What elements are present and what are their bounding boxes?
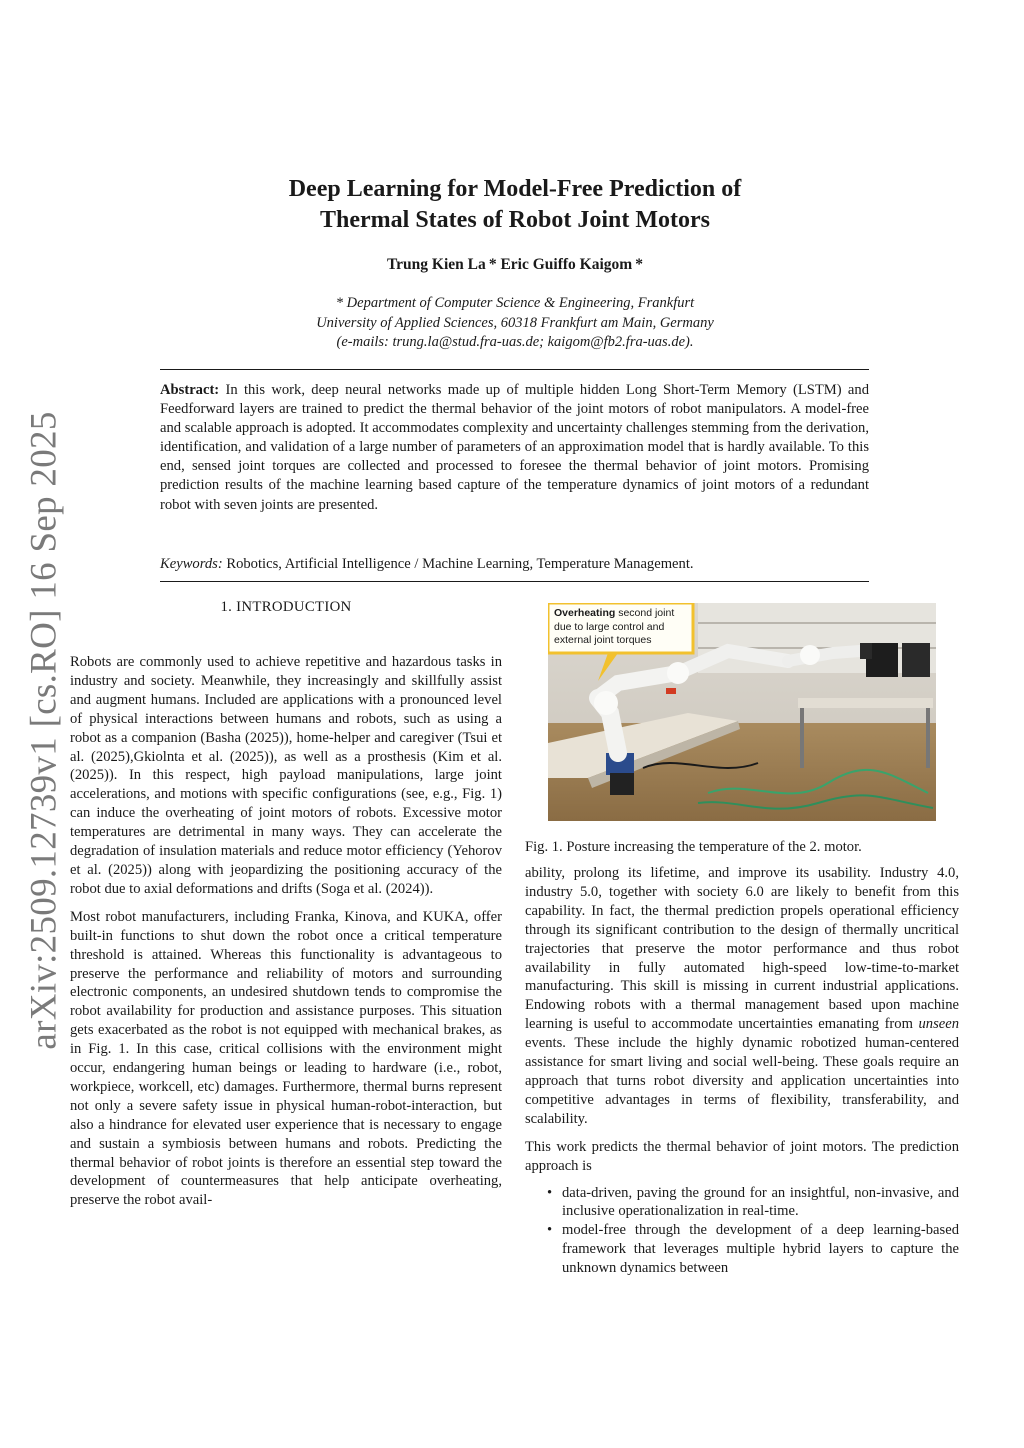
- affiliation-line-2: University of Applied Sciences, 60318 Frankfurt am Main, Germany: [316, 314, 714, 331]
- bullet-icon: •: [547, 1184, 553, 1201]
- affiliation-line-3: (e-mails: trung.la@stud.fra-uas.de; kaigom@fb2.fra-uas.de).: [336, 334, 694, 350]
- figure-annotation-text: [554, 607, 690, 648]
- bottom-rule: [160, 581, 869, 582]
- intro-paragraph-2: Most robot manufacturers, including Franka, Kinova, and KUKA, offer built-in functions to shut down the robot once a critical temperature threshold is attained. Whereas this functionality is advantageous to preserve the performance and reliability of motors and surrounding electronic components, an undesired shutdown tends to compromise the robot availability for production and assistance purposes. This situation gets exacerbated as the robot is not equipped with mechanical brakes, as in Fig. 1. In this case, critical collisions with the environment might occur, endangering human beings or leading to hardware (i.e., robot, workpiece, workcell, etc) damages. Furthermore, thermal burns represent not only a severe safety issue in physical human-robot-interaction, but also a hindrance for elevated user experience that is necessary to engage and sustain a symbiosis between humans and robots. Predicting the thermal behavior of robot joints is therefore an essential step toward the development of countermeasures that help anticipate overheating, preserve the robot avail-: [70, 908, 502, 1209]
- intro-paragraph-1: Robots are commonly used to achieve repetitive and hazardous tasks in industry and society. Meanwhile, they increasingly and skillfully assist and augment humans. Included are applications with a pronounced level of physical interactions between humans and robots, such as using a robot as a companion (Basha (2025)), home-helper and caregiver (Tsui et al. (2025),Gkiolnta et al. (2025)), as well as a prosthesis (Kim et al. (2025)). In this respect, high payload manipulations, large joint accelerations, and motions with specific configurations (see, e.g., Fig. 1) can induce the overheating of joint motors of robots. Excessive motor temperatures are detrimental in many ways. They can accelerate the degradation of insulation materials and reduce motor efficiency (Yehorov et al. (2025)) along with jeopardizing the positioning accuracy of the robot due to axial deformations and drifts (Soga et al. (2024)).: [70, 654, 502, 897]
- affiliation: [160, 294, 870, 353]
- figure-annotation-rest: second joint due to large control and external joint torques: [554, 607, 675, 646]
- title-line-1: Deep Learning for Model-Free Prediction of: [288, 176, 742, 202]
- keywords-label: Keywords:: [160, 556, 223, 572]
- abstract: [160, 381, 869, 515]
- abstract-label: Abstract:: [160, 382, 220, 398]
- list-item: [525, 1221, 959, 1278]
- approach-list: [525, 1184, 959, 1279]
- right-paragraph-1: [525, 864, 959, 1129]
- right-column: [525, 864, 959, 1278]
- arxiv-identifier: [22, 410, 66, 1050]
- keywords-text: Robotics, Artificial Intelligence / Machine Learning, Temperature Management.: [226, 556, 694, 572]
- keywords: [160, 555, 869, 574]
- abstract-text: In this work, deep neural networks made up of multiple hidden Long Short-Term Memory (LSTM) and Feedforward layers are trained to predict the thermal behavior of the joint motors of robot manipulators. A model-free and scalable approach is adopted. It accommodates complexity and uncertainty challenges stemming from the derivation, identification, and validation of a large number of parameters of an approximation model that is hardly available. To this end, sensed joint torques are collected and processed to foresee the thermal behavior of joint motors. Promising prediction results of the machine learning based capture of the temperature dynamics of joint motors of a redundant robot with seven joints are presented.: [160, 382, 869, 513]
- list-item-text: data-driven, paving the ground for an insightful, non-invasive, and inclusive operationalization in real-time.: [562, 1184, 959, 1220]
- right-paragraph-2: This work predicts the thermal behavior of joint motors. The prediction approach is: [525, 1138, 959, 1174]
- author-list: Trung Kien La * Eric Guiffo Kaigom *: [386, 256, 644, 273]
- section-heading-introduction: 1. INTRODUCTION: [220, 599, 352, 615]
- right-paragraph-1-text-a: ability, prolong its lifetime, and improve its usability. Industry 4.0, industry 5.0, together with society 6.0 are likely to benefit from this capability. In fact, the thermal prediction propels operational efficiency through its significant contribution to the design of thermally uncritical trajectories that preserve the motor performance and thus robot availability in fully automated high-speed low-time-to-market manufacturing. This skill is missing in current industrial applications. Endowing robots with a thermal management based upon machine learning is useful to accommodate uncertainties emanating from: [525, 865, 959, 1033]
- list-item: [525, 1184, 959, 1222]
- right-paragraph-1-italic: unseen: [918, 1016, 959, 1033]
- left-column: [70, 653, 502, 1219]
- affiliation-line-1: * Department of Computer Science & Engineering, Frankfurt: [335, 295, 695, 311]
- figure-caption: Fig. 1. Posture increasing the temperature of the 2. motor.: [525, 839, 862, 855]
- arxiv-identifier-text: arXiv:2509.12739v1 [cs.RO] 16 Sep 2025: [23, 410, 65, 1050]
- top-rule: [160, 369, 869, 370]
- right-paragraph-1-text-b: events. These include the highly dynamic robotized human-centered assistance for smart living and social well-being. These goals require an approach that turns robot diversity and application uncertainties into competitive advantages in terms of flexibility, transferability, and scalability.: [525, 1035, 959, 1127]
- bullet-icon: •: [547, 1222, 553, 1239]
- title-line-2: Thermal States of Robot Joint Motors: [320, 207, 710, 233]
- list-item-text: model-free through the development of a deep learning-based framework that leverages multiple hybrid layers to capture the unknown dynamics between: [562, 1222, 959, 1277]
- paper-title: [160, 174, 870, 236]
- figure-annotation-bold: Overheating: [554, 607, 616, 619]
- figure-robot-photo: [548, 603, 936, 821]
